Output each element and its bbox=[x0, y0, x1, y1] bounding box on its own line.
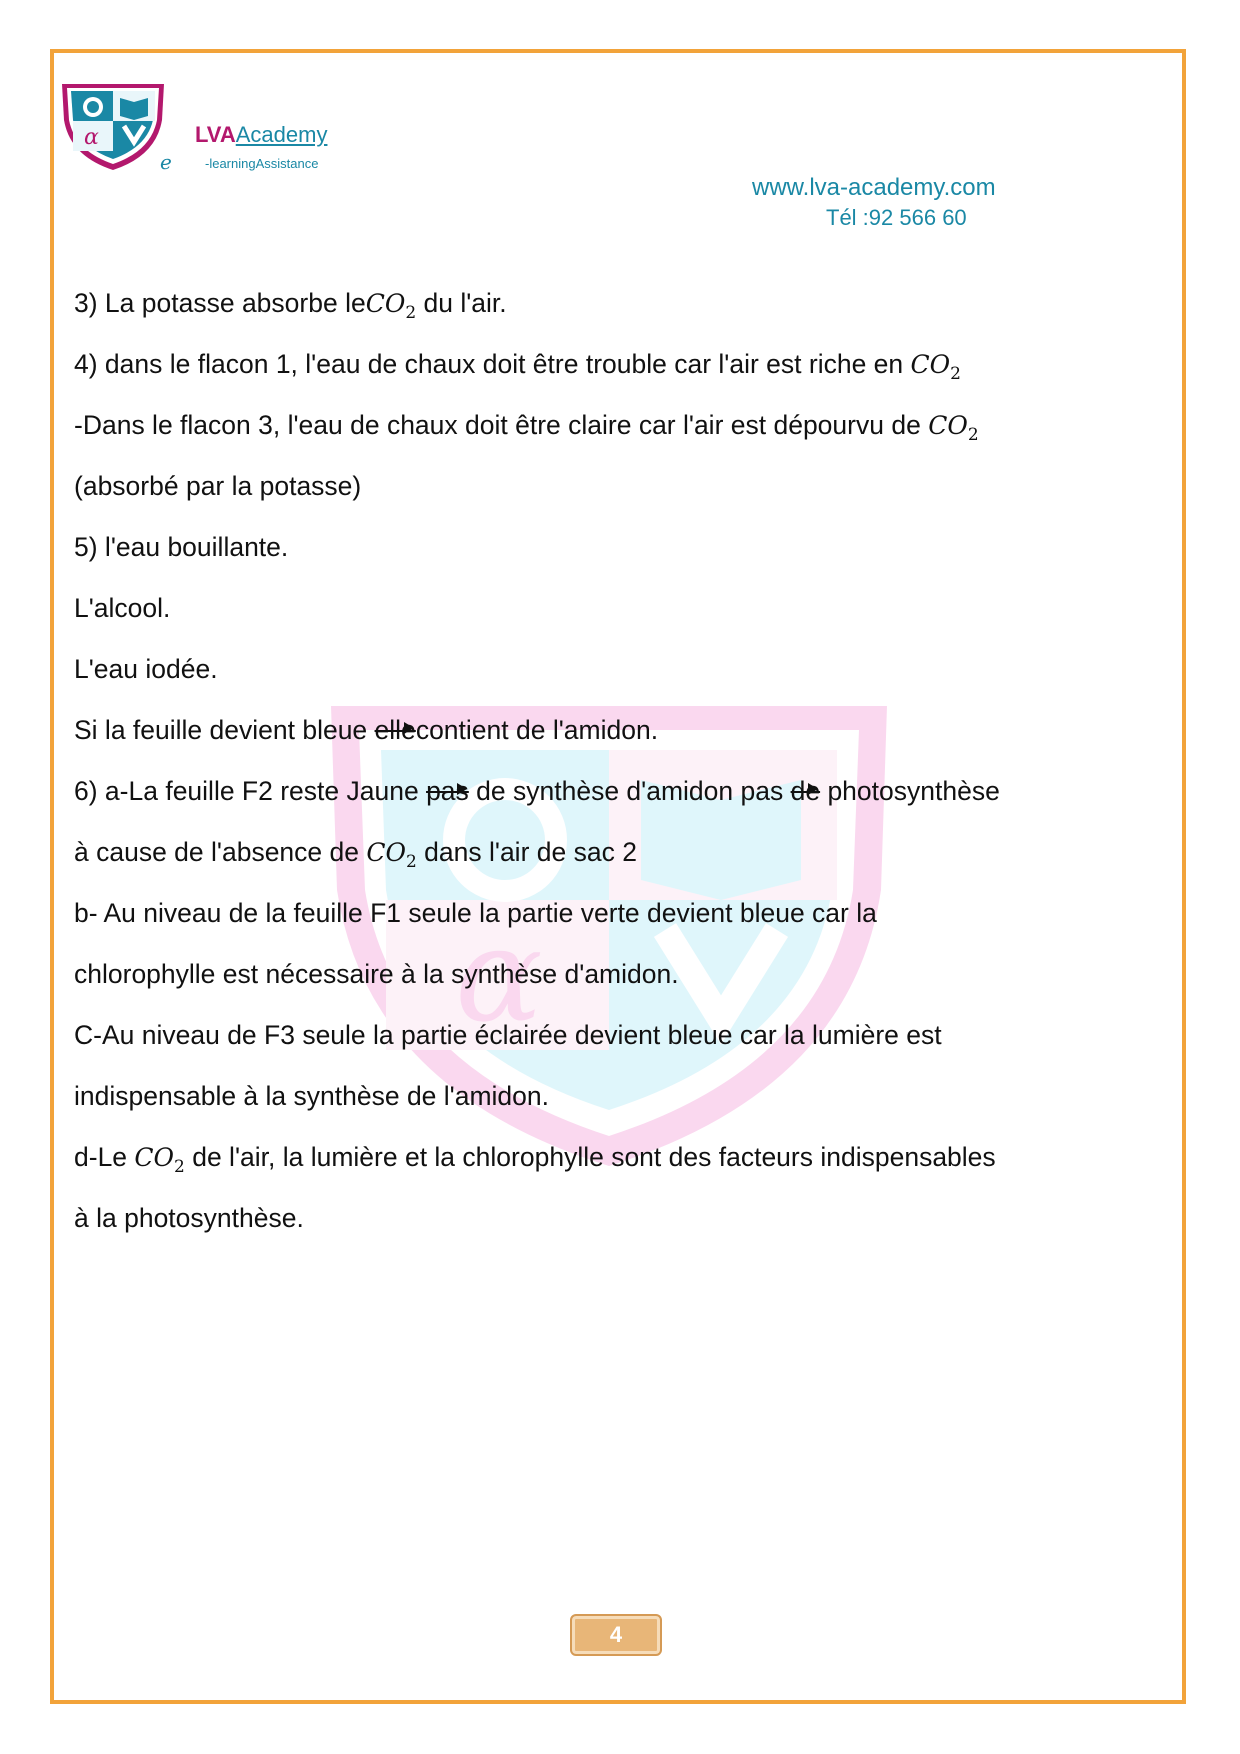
text-line: d-Le $CO_2$ de l'air, la lumière et la chlorophylle sont des facteurs indispensables bbox=[74, 1142, 996, 1177]
struck-word: de bbox=[790, 776, 821, 806]
svg-text:α: α bbox=[84, 125, 99, 150]
co2-formula: $CO_2$ bbox=[928, 411, 979, 445]
text-line: 6) a-La feuille F2 reste Jaune pas de synthèse d'amidon pas de photosynthèse bbox=[74, 776, 1000, 806]
lva-shield-logo bbox=[58, 80, 168, 172]
struck-word: pas bbox=[426, 776, 469, 806]
text-line: Si la feuille devient bleue ellecontient de l'amidon. bbox=[74, 715, 659, 745]
svg-text:α: α bbox=[455, 899, 543, 1051]
co2-formula: $CO_2$ bbox=[365, 289, 417, 323]
text-line: chlorophylle est nécessaire à la synthèse d'amidon. bbox=[74, 959, 679, 989]
text-line: 5) l'eau bouillante. bbox=[74, 532, 289, 562]
struck-word: elle bbox=[374, 715, 416, 745]
phone-number: Tél :92 566 60 bbox=[826, 205, 967, 230]
brand-subtitle: -learningAssistance bbox=[205, 156, 319, 171]
text-line: 3) La potasse absorbe leCO$_2$ du l'air. bbox=[74, 288, 507, 323]
text-line: à la photosynthèse. bbox=[74, 1203, 304, 1233]
text-line: L'eau iodée. bbox=[74, 654, 218, 684]
text-line: C-Au niveau de F3 seule la partie éclairée devient bleue car la lumière est bbox=[74, 1020, 942, 1050]
text-line: L'alcool. bbox=[74, 593, 171, 623]
website-url[interactable]: www.lva-academy.com bbox=[752, 174, 996, 201]
co2-formula: $CO_2$ bbox=[366, 838, 417, 872]
text-line: indispensable à la synthèse de l'amidon. bbox=[74, 1081, 550, 1111]
text-line: (absorbé par la potasse) bbox=[74, 471, 362, 501]
text-line: b- Au niveau de la feuille F1 seule la partie verte devient bleue car la bbox=[74, 898, 877, 928]
text-line: -Dans le flacon 3, l'eau de chaux doit être claire car l'air est dépourvu de $CO_2$ bbox=[74, 410, 979, 445]
brand-e-mark: e bbox=[160, 150, 172, 174]
text-line: à cause de l'absence de $CO_2$ dans l'air de sac 2 bbox=[74, 837, 637, 872]
brand-name: LVAAcademy bbox=[195, 122, 328, 147]
co2-formula: $CO_2$ bbox=[134, 1143, 185, 1177]
text-line: 4) dans le flacon 1, l'eau de chaux doit être trouble car l'air est riche en $CO_2$ bbox=[74, 349, 961, 384]
page-number-badge: 4 bbox=[570, 1614, 662, 1656]
answer-text bbox=[74, 278, 1144, 1254]
co2-formula: $CO_2$ bbox=[910, 350, 961, 384]
